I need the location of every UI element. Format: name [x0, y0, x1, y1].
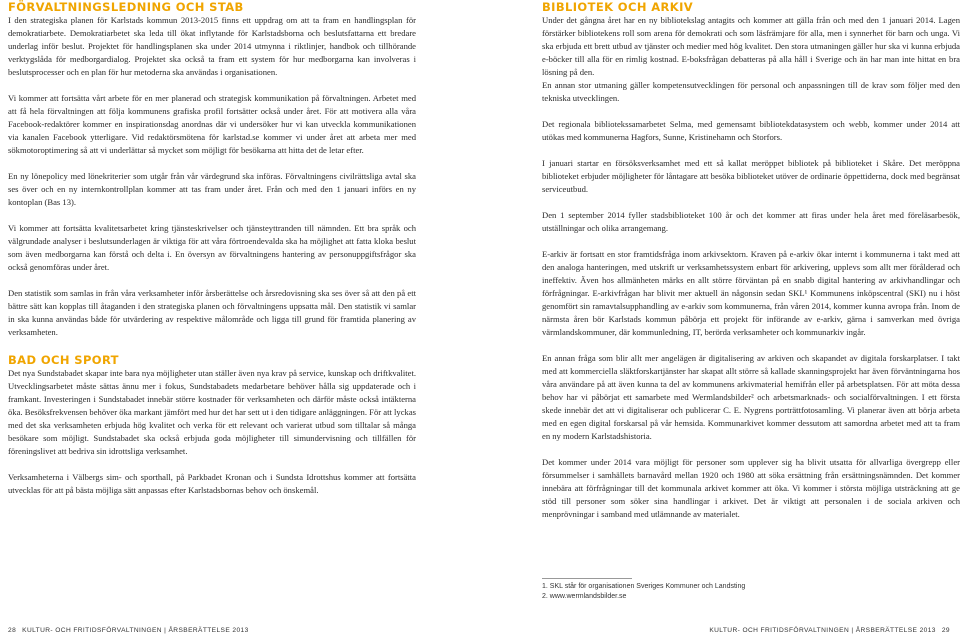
paragraph-kvalitetsarbete: Vi kommer att fortsätta kvalitetsarbetet kring tjänsteskrivelser och tjänsteyttranden till nämnden. Ett bra språk och välgrundade analyser i beslutsunderlagen är viktiga för att våra förtroendevalda ska ha möjlighet att fatta kloka beslut som även medborgarna kan förstå och delta i. En översyn av förvaltningens hantering av personuppgiftsfrågor ska också genomföras under året. [8, 223, 416, 272]
paragraph-bibliotekslag: Under det gångna året har en ny bibliotekslag antagits och kommer att gälla från och med den 1 januari 2014. Lagen förstärker bibliotekens roll som arena för demokrati och som läsfrämjare för alla, men i synnerhet för barn och unga. Vi ska erbjuda ett brett utbud av tjänster och medier med hög kvalitet. Den stora utmaningen gäller hur ska vi kunna erbjuda e-böcker till alla för en rimlig kostnad. E-boksfrågan debatteras på alla håll i Sverige och än har man inte hittat en bra lösning på den. [542, 15, 960, 77]
paragraph-stadsbibliotek-100: Den 1 september 2014 fyller stadsbiblioteket 100 år och det kommer att firas under hela året med föreläsarbesök, utställningar och olika arrangemang. [542, 210, 960, 233]
paragraph-sundstabadet: Det nya Sundstabadet skapar inte bara nya möjligheter utan ställer även nya krav på service, kunskap och driftkvalitet. Utvecklingsarbetet måste sättas ännu mer i fokus, Sundstabadets medarbetare behöver hålla sig uppdaterade och i framkant. Investeringen i Sundstabadet innebär större kostnader för verksamheten och därför måste också intäkterna öka. Besöksfrekvensen behöver öka markant jämfört med hur det har sett ut i den tidigare anläggningen. För att lyckas med det ska verksamheten erbjuda hög kvalitet och verka för ett relevant och varierat utbud som tilltalar så många besökare som möjligt. Sundstabadet ska också erbjuda goda möjligheter till simundervisning och tillfällen för föreningslivet att bedriva sin idrottsliga verksamhet. [8, 368, 416, 456]
paragraph-intro: I den strategiska planen för Karlstads kommun 2013-2015 finns ett uppdrag om att ta fram en handlingsplan för demokratiarbete. Demokratiarbetet ska leda till ökat inflytande för Karlstadsborna och beslutsfattarna ett bredare underlag inför beslut. Projektet för handlingsplanen ska under 2014 utmynna i riktlinjer, handbok och tillhörande verktygslåda för medborgardialog. Projektet ska också ta fram ett system för hur medborgarna kan involveras i beslutsprocesser och en plan för hur metoderna ska användas i organisationen. [8, 15, 416, 77]
right-column [542, 0, 960, 534]
paragraph-meroppet: I januari startar en försöksverksamhet med ett så kallat meröppet bibliotek på biblioteket i Skåre. Det meröppna biblioteket erbjuder möjligheter för låntagare att besöka biblioteket utöver de ordinarie öppettiderna, dock med begränsat serviceutbud. [542, 158, 960, 194]
left-column [8, 0, 416, 510]
footnote-1: 1. SKL står för organisationen Sveriges Kommuner och Landsting [542, 583, 746, 590]
footer-right [709, 627, 950, 634]
section-heading-bibliotek-och-arkiv: BIBLIOTEK OCH ARKIV [542, 0, 694, 14]
page-number-right: 29 [941, 627, 950, 634]
page-number-left: 28 [8, 627, 17, 634]
section-heading-forvaltningsledning: FÖRVALTNINGSLEDNING OCH STAB [8, 0, 244, 14]
paragraph-kompetens: En annan stor utmaning gäller kompetensutvecklingen för personal och anpassningen till de krav som följer med den tekniska utvecklingen. [542, 80, 960, 103]
paragraph-e-arkiv: E-arkiv är fortsatt en stor framtidsfråga inom arkivsektorn. Kraven på e-arkiv ökar internt i kommunerna i takt med att den analoga hanteringen, med utskrift ur verksamhetssystem enbart för arkivering, upplevs som allt mer förålderad och ineffektiv. Även hos allmänheten märks en allt större förväntan på en snabb digital hantering av arkivhandlingar och förfrågningar. E-arkivfrågan har blivit mer aktuell än någonsin sedan SKL¹ Kommunens inköpscentral (SKI) nu i höst genomfört sin ramavtalsupphandling av e-arkiv som kommunerna, från våren 2014, kommer kunna avropa från. Inom de närmsta åren bör Karlstads kommun påbörja ett projekt för införande av e-arkiv, gärna i samverkan med övriga värmlandskommuner, där kommunledning, IT, berörda verksamheter och kommunarkiv ingår. [542, 249, 960, 337]
paragraph-communication: Vi kommer att fortsätta vårt arbete för en mer planerad och strategisk kommunikation på förvaltningen. Arbetet med att få hela förvaltningen att följa kommunens grafiska profil fortsätter också under året. För att motivera alla våra Facebook-redaktörer kommer en inspirationsdag anordnas där vi undersöker hur vi kan utveckla kommunikationen via kanalen Facebook ytterligare. Vid redaktörsmötena för karlstad.se kommer vi under året att arbeta mer med sökmotoroptimering så att vi underlättar så mycket som möjligt för besökarna att hitta det de letar efter. [8, 93, 416, 155]
footnote-divider [542, 578, 632, 579]
paragraph-verksamheterna: Verksamheterna i Välbergs sim- och sporthall, på Parkbadet Kronan och i Sundsta Idrottshus kommer att fortsätta utvecklas för att på bästa möjliga sätt anpassas efter Karlstadsbornas behov och önskemål. [8, 472, 416, 495]
section-heading-bad-och-sport: BAD OCH SPORT [8, 353, 119, 367]
paragraph-selma: Det regionala bibliotekssamarbetet Selma, med gemensamt bibliotekdatasystem och webb, kommer under 2014 att utökas med kommunerna Hagfors, Sunne, Kristinehamn och Storfors. [542, 119, 960, 142]
footnotes [542, 582, 842, 601]
footer-left [8, 627, 249, 634]
footer-title-left: KULTUR- OCH FRITIDSFÖRVALTNINGEN | ÅRSBERÄTTELSE 2013 [22, 627, 249, 634]
footnote-2: 2. www.wermlandsbilder.se [542, 592, 627, 600]
paragraph-lonepolicy: En ny lönepolicy med lönekriterier som utgår från vår värdegrund ska införas. Förvaltningens civilrättsliga avtal ska ses över och en ny internkontrollplan kommer att tas fram under året. Från och med den 1 januari införs en ny kontoplan (Bas 13). [8, 171, 416, 207]
footer-title-right: KULTUR- OCH FRITIDSFÖRVALTNINGEN | ÅRSBERÄTTELSE 2013 [709, 627, 936, 634]
paragraph-ersattning: Det kommer under 2014 vara möjligt för personer som upplever sig ha blivit utsatta för allvarliga övergrepp eller försummelser i samhällets barnavård mellan 1920 och 1980 att söka ersättning från ersättningsnämnden. Det kommer innebära att förfrågningar till det kommunala arkivet kommer att öka. Vi kommer i största möjliga utsträckning att ge stöd till personer som söker sina handlingar i arkivet. Det är viktigt att personalen i de sociala arkiven och menprövningar i samband med utlämnande av materialet. [542, 457, 960, 519]
paragraph-statistik: Den statistik som samlas in från våra verksamheter inför årsberättelse och årsredovisning ska ses över så att den på ett bättre sätt kan kopplas till åtaganden i den strategiska planen och förvaltningens uppsatta mål. Den statistik vi samlar in ska kunna användas både för utvärdering av respektive målområde och ligga till grund för framtida planering av verksamheten. [8, 288, 416, 337]
paragraph-digitalisering: En annan fråga som blir allt mer angelägen är digitalisering av arkiven och skapandet av digitala forskarplatser. I takt med att kommerciella släktforskartjänster har skapat allt större så kallade skanningsprojekt har även förväntningarna hos våra användare på att även kunna ta del av kommunens arkivmaterial hemifrån eller på arbetsplatsen. För att möta dessa behov har vi påbörjat ett samarbete med Wermlandsbilder² och arbetsmarknads- och socialförvaltningen. I ett första skede innebär det att vi digitaliserar och publicerar C. E. Nygrens porträttfotosamling. Vi planerar även att börja arbeta med en egen digital forskarsal på vår hemsida. Kommunarkivet kommer dessutom att samordna arbetet med att ta fram en ny modern Karlstadshistoria. [542, 353, 960, 441]
